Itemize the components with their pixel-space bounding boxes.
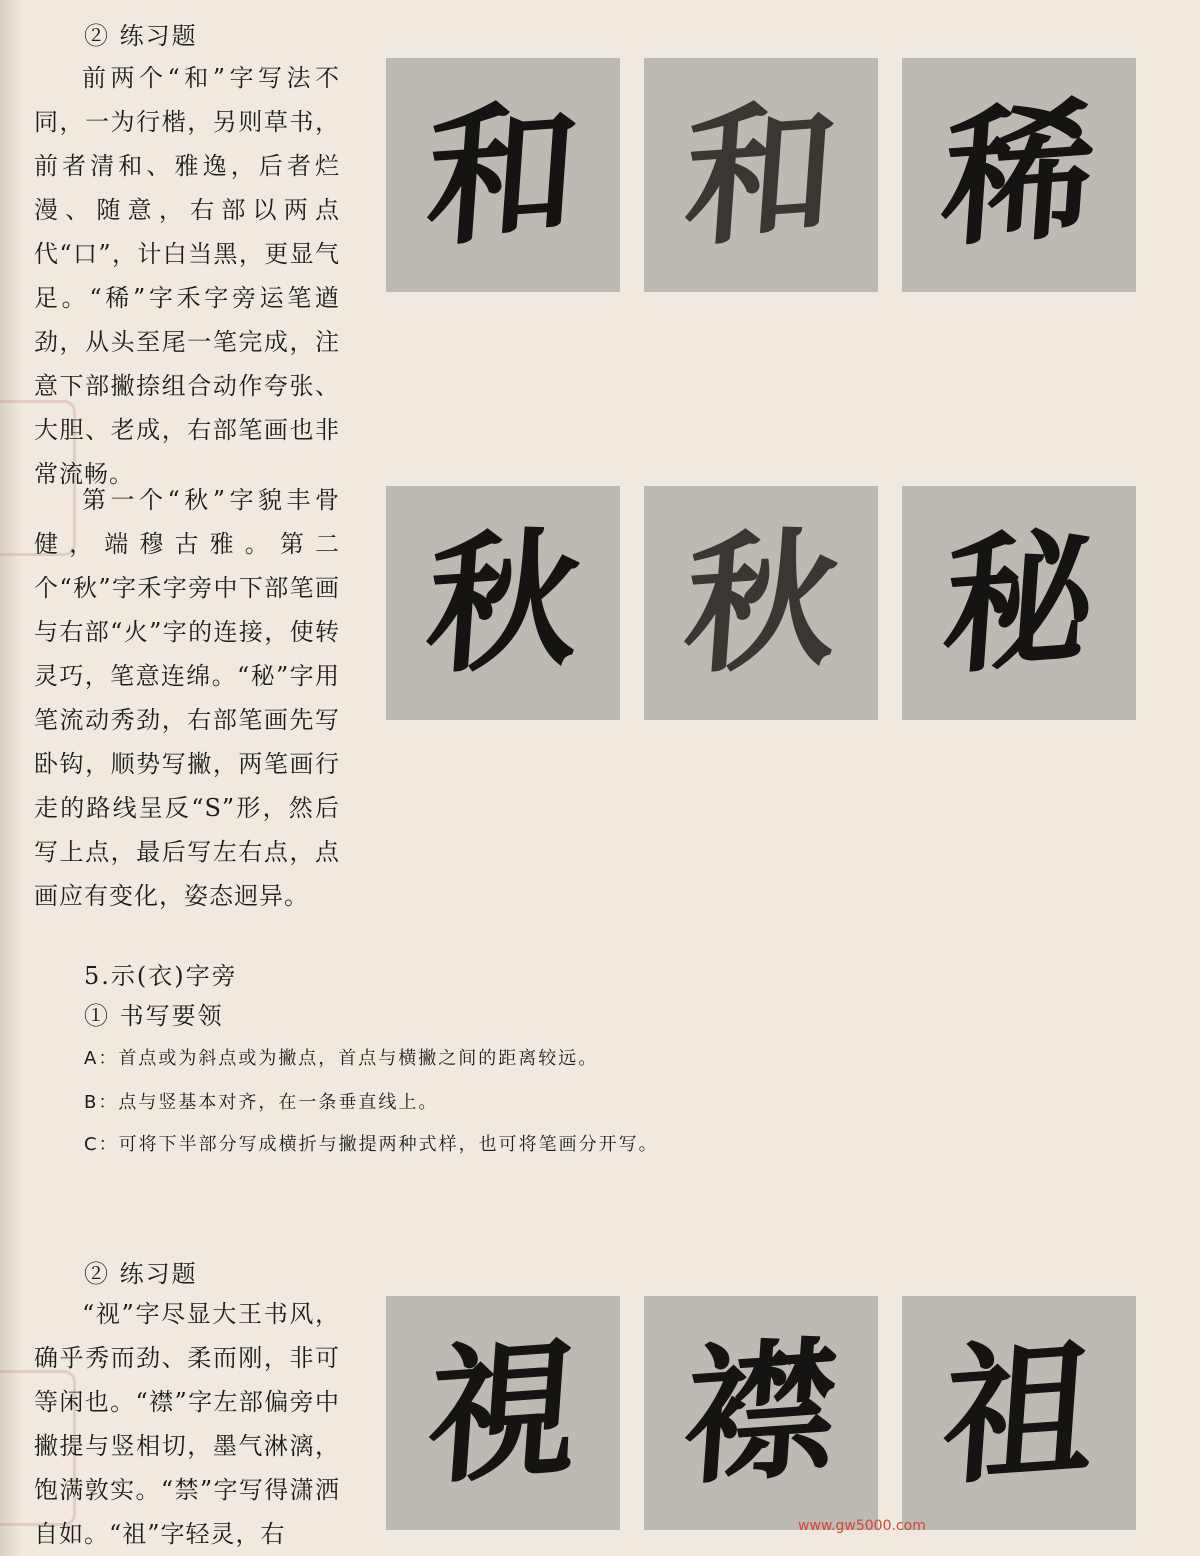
section-title-radical: 5.示(衣)字旁 (84, 962, 238, 990)
paragraph-shi-jin: “视”字尽显大王书风，确乎秀而劲、柔而刚，非可等闲也。“襟”字左部偏旁中撇提与竖相切，墨气淋漓，饱满敦实。“禁”字写得潇洒自如。“祖”字轻灵，右 (34, 1300, 340, 1548)
calligraphy-char: 和 (679, 81, 843, 269)
calligraphy-tile (644, 1296, 878, 1530)
calligraphy-char: 秋 (679, 509, 843, 697)
calligraphy-tile (902, 58, 1136, 292)
calligraphy-tile (644, 486, 878, 720)
key-point-c: C：可将下半部分写成横折与撇提两种式样，也可将笔画分开写。 (84, 1134, 659, 1155)
calligraphy-char: 視 (421, 1319, 585, 1507)
page-fold-shadow (0, 0, 22, 1556)
key-point-b: B：点与竖基本对齐，在一条垂直线上。 (84, 1092, 439, 1113)
section-heading-exercises: ② 练习题 (84, 22, 198, 50)
calligraphy-char: 和 (421, 81, 585, 269)
calligraphy-tile (644, 58, 878, 292)
calligraphy-tile (386, 486, 620, 720)
paragraph-he-xi: 前两个“和”字写法不同，一为行楷，另则草书，前者清和、雅逸，后者烂漫、随意，右部以两点代“口”，计白当黑，更显气足。“稀”字禾字旁运笔遒劲，从头至尾一笔完成，注意下部撇捺组合动作夸张、大胆、老成，右部笔画也非常流畅。 (34, 64, 340, 488)
calligraphy-char: 稀 (937, 81, 1101, 269)
calligraphy-char: 秋 (421, 509, 585, 697)
calligraphy-char: 襟 (679, 1319, 843, 1507)
calligraphy-tile (902, 1296, 1136, 1530)
calligraphy-tile (902, 486, 1136, 720)
calligraphy-char: 祖 (937, 1319, 1101, 1507)
section-heading-exercises-2: ② 练习题 (84, 1260, 198, 1288)
watermark-url: www.gw5000.com (798, 1518, 926, 1534)
calligraphy-char: 秘 (937, 509, 1101, 697)
calligraphy-tile (386, 58, 620, 292)
paragraph-qiu-mi: 第一个“秋”字貌丰骨健，端穆古雅。第二个“秋”字禾字旁中下部笔画与右部“火”字的连接，使转灵巧，笔意连绵。“秘”字用笔流动秀劲，右部笔画先写卧钩，顺势写撇，两笔画行走的路线呈反“S”形，然后写上点，最后写左右点，点画应有变化，姿态迥异。 (34, 486, 340, 910)
calligraphy-tile (386, 1296, 620, 1530)
key-point-a: A：首点或为斜点或为撇点，首点与横撇之间的距离较远。 (84, 1048, 599, 1069)
section-heading-key-points: ① 书写要领 (84, 1002, 224, 1030)
